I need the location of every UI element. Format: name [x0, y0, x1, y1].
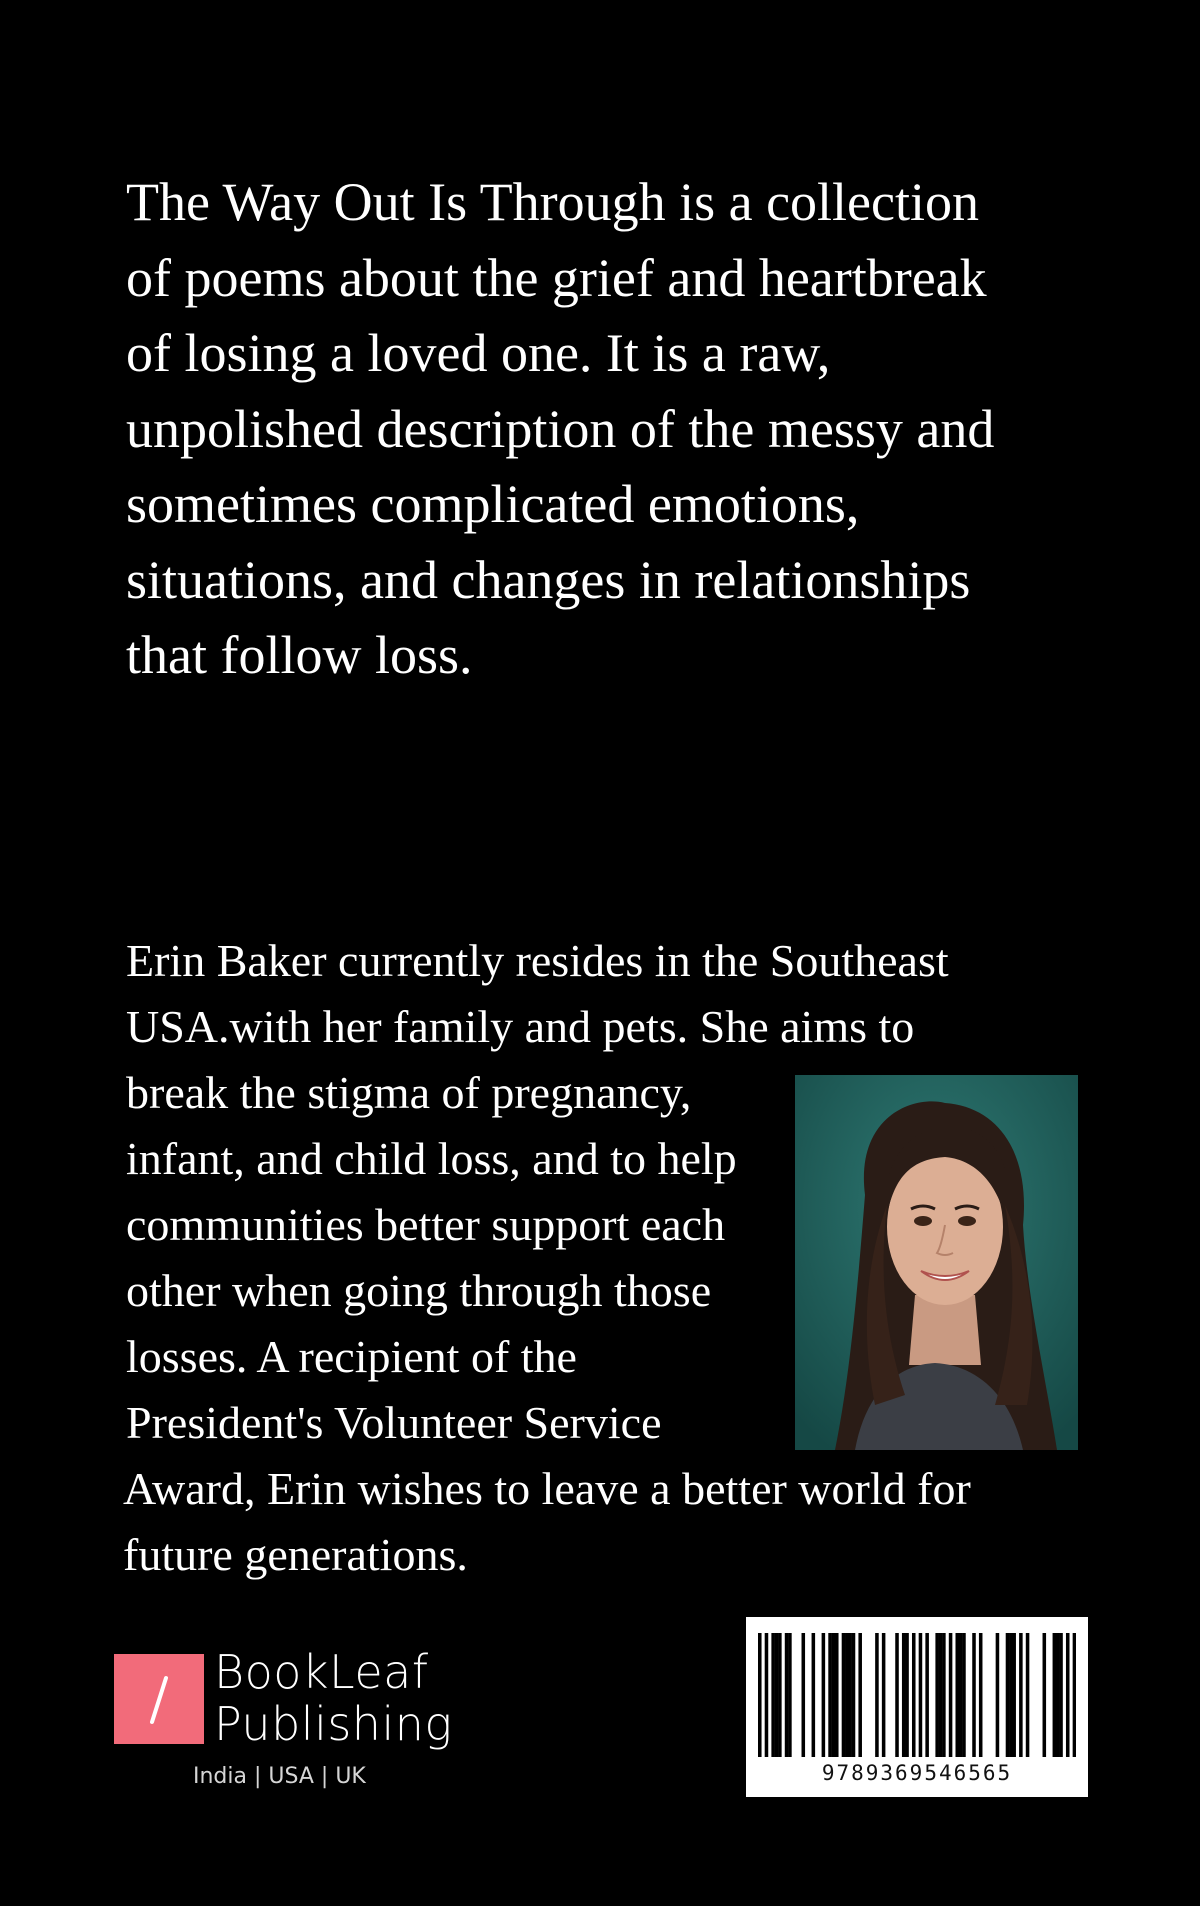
barcode-bar	[848, 1633, 852, 1757]
barcode-bar	[812, 1633, 816, 1757]
author-portrait-illustration	[795, 1075, 1078, 1450]
blurb-line: The Way Out Is Through is a collection	[126, 172, 979, 232]
barcode-bar	[852, 1633, 856, 1757]
blurb-line: of losing a loved one. It is a raw,	[126, 323, 831, 383]
isbn-number: 9789369546565	[821, 1761, 1013, 1785]
barcode-bar	[939, 1633, 943, 1757]
bio-line: USA.with her family and pets. She aims to	[126, 1001, 915, 1052]
barcode-bar	[758, 1633, 762, 1757]
blurb-line: sometimes complicated emotions,	[126, 474, 860, 534]
publisher-name-line1: BookLeaf	[214, 1645, 429, 1699]
barcode-bar	[1053, 1633, 1057, 1757]
bio-line: Award, Erin wishes to leave a better world for	[123, 1463, 971, 1514]
author-photo	[795, 1075, 1078, 1450]
barcode-bar	[919, 1633, 923, 1757]
slash-icon	[114, 1654, 204, 1744]
barcode-bar	[959, 1633, 963, 1757]
bio-line: losses. A recipient of the	[126, 1331, 577, 1382]
barcode-bar	[1019, 1633, 1023, 1757]
barcode-bar	[778, 1633, 782, 1757]
barcode-bar	[832, 1633, 836, 1757]
barcode-bar	[1043, 1633, 1047, 1757]
barcode-bars	[758, 1633, 1076, 1757]
barcode-bar	[822, 1633, 826, 1757]
barcode-bar	[942, 1633, 946, 1757]
bio-line: President's Volunteer Service	[126, 1397, 662, 1448]
barcode-bar	[845, 1633, 849, 1757]
barcode-bar	[1012, 1633, 1016, 1757]
blurb-line: of poems about the grief and heartbreak	[126, 247, 987, 308]
barcode-bar	[962, 1633, 966, 1757]
barcode-bar	[895, 1633, 899, 1757]
barcode-bar	[1009, 1633, 1013, 1757]
barcode-bar	[935, 1633, 939, 1757]
barcode-bar	[1059, 1633, 1063, 1757]
blurb-line: situations, and changes in relationships	[126, 549, 971, 610]
barcode-bar	[925, 1633, 929, 1757]
bio-line: communities better support each	[126, 1199, 726, 1250]
publisher-name-line2: Publishing	[214, 1697, 453, 1751]
barcode-bar	[972, 1633, 976, 1757]
barcode-bar	[996, 1633, 1000, 1757]
barcode-bar	[1056, 1633, 1060, 1757]
bio-line: break the stigma of pregnancy,	[126, 1067, 692, 1118]
bio-line: Erin Baker currently resides in the Southeast	[126, 935, 949, 986]
barcode-bar	[979, 1633, 983, 1757]
blurb-line: that follow loss.	[126, 625, 473, 685]
bio-line: infant, and child loss, and to help	[126, 1133, 737, 1184]
barcode-bar	[858, 1633, 862, 1757]
barcode-bar	[1073, 1633, 1076, 1757]
barcode-bar	[882, 1633, 886, 1757]
barcode-bar	[828, 1633, 832, 1757]
isbn-barcode	[746, 1617, 1088, 1797]
barcode-bar	[788, 1633, 792, 1757]
barcode-bar	[949, 1633, 953, 1757]
barcode-bar	[905, 1633, 909, 1757]
barcode-bar	[1006, 1633, 1010, 1757]
barcode-bar	[835, 1633, 839, 1757]
barcode-bar	[912, 1633, 916, 1757]
bio-line: future generations.	[123, 1529, 468, 1580]
bio-line: other when going through those	[126, 1265, 712, 1316]
bookleaf-logo-icon	[114, 1654, 204, 1744]
barcode-bar	[771, 1633, 775, 1757]
barcode-bar	[785, 1633, 789, 1757]
barcode-bar	[1026, 1633, 1030, 1757]
publisher-name	[214, 1646, 453, 1750]
publisher-locations: India | USA | UK	[193, 1764, 366, 1789]
book-blurb	[126, 165, 1086, 694]
publisher-logo	[114, 1645, 454, 1754]
barcode-bar	[1066, 1633, 1070, 1757]
barcode-bar	[775, 1633, 779, 1757]
barcode-bar	[842, 1633, 846, 1757]
barcode-bar	[902, 1633, 906, 1757]
blurb-line: unpolished description of the messy and	[126, 398, 995, 459]
barcode-bar	[802, 1633, 806, 1757]
barcode-bar	[875, 1633, 879, 1757]
barcode-bar	[955, 1633, 959, 1757]
barcode-bar	[765, 1633, 769, 1757]
